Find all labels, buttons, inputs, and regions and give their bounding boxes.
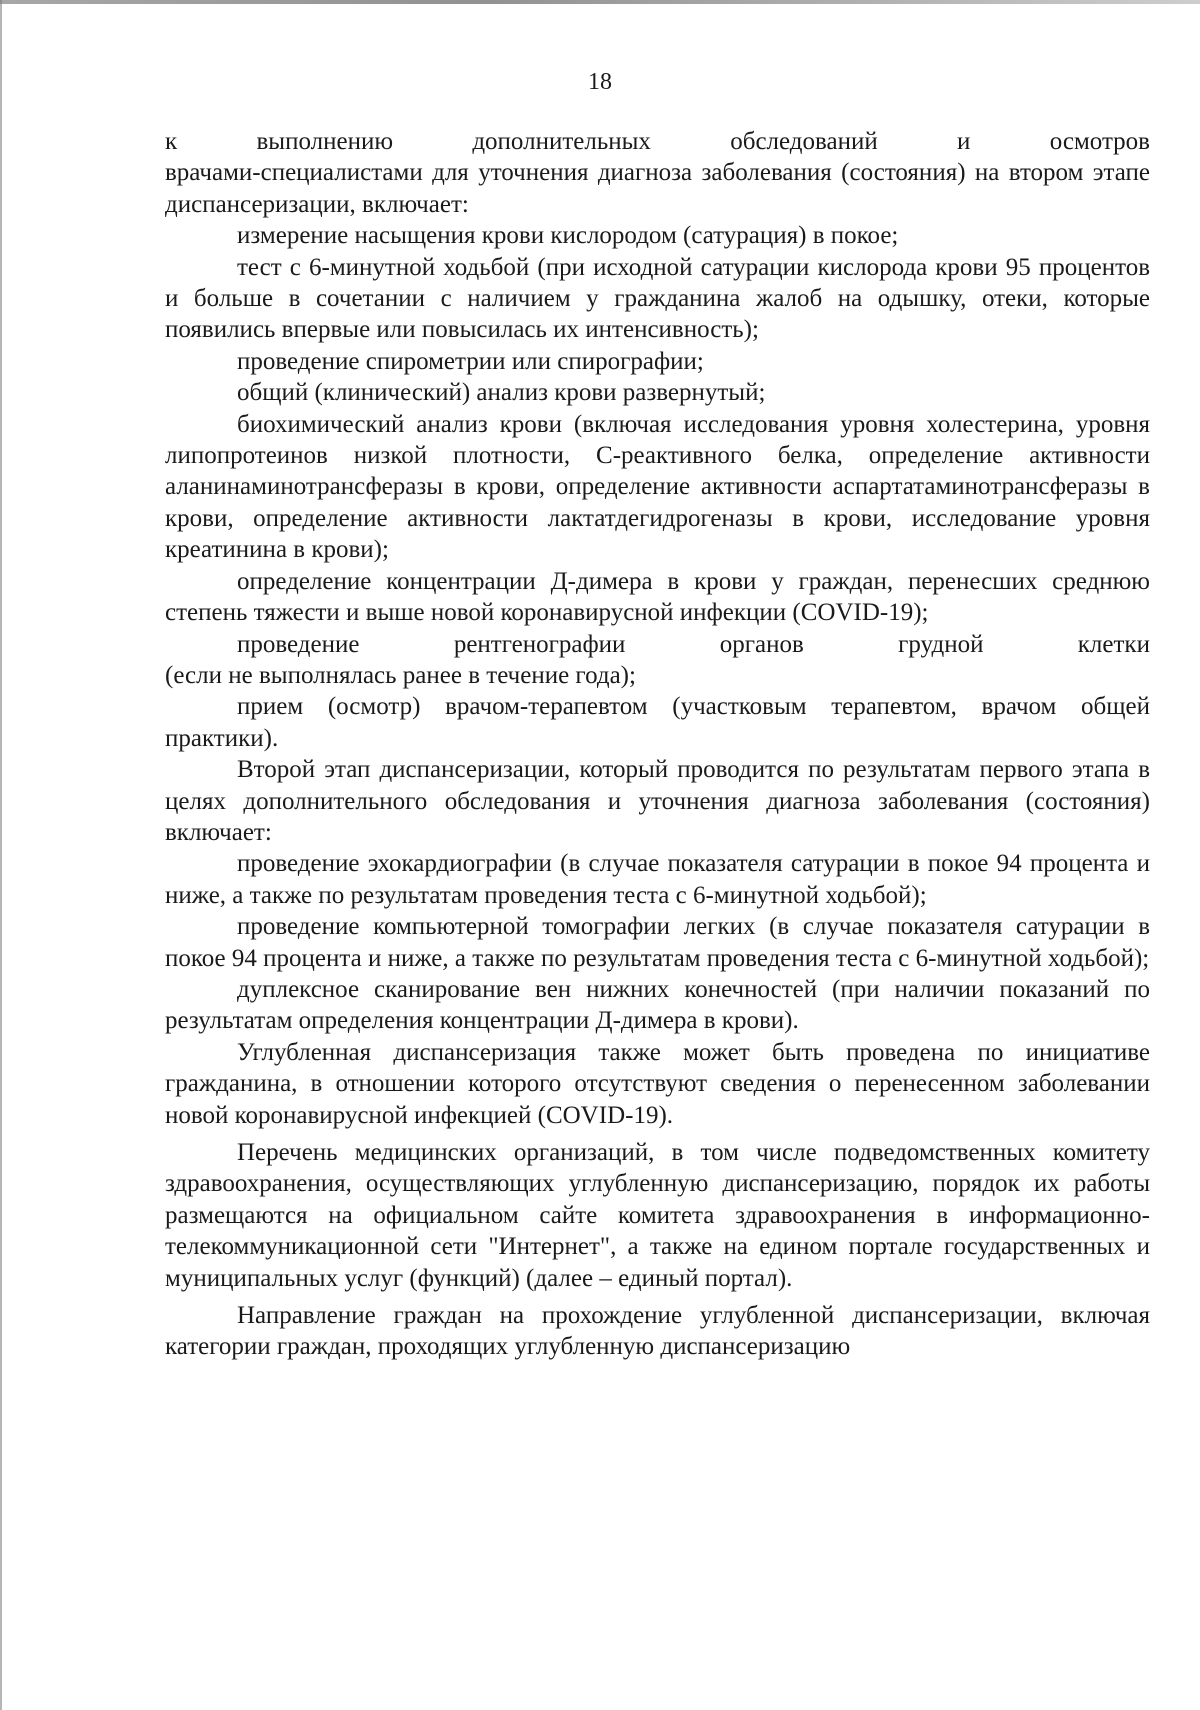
word: клетки [1077, 630, 1150, 658]
paragraph-second-stage: Второй этап диспансеризации, который проводится по результатам первого этапа в целях дополнительного обследования и уточнения диагноза заболевания (состояния) включает: [165, 756, 1150, 846]
intro-first-line [165, 126, 1150, 157]
paragraph-ct-scan: проведение компьютерной томографии легких (в случае показателя сатурации в покое 94 процента и ниже, а также по результатам проведения теста с 6-минутной ходьбой); [165, 913, 1150, 972]
paragraph-d-dimer: определение концентрации Д-димера в крови у граждан, перенесших среднюю степень тяжести и выше новой коронавирусной инфекции (COVID-19); [165, 567, 1150, 627]
word: выполнению [256, 128, 394, 155]
paragraph-saturation: измерение насыщения крови кислородом (сатурация) в покое; [237, 222, 899, 250]
paragraph-walk-test: тест с 6-минутной ходьбой (при исходной сатурации кислорода крови 95 процентов и больше в сочетании с наличием у гражданина жалоб на одышку, отеки, которые появились впервые или повысилась их интенсивность); [165, 253, 1150, 344]
paragraph-blood-test: общий (клинический) анализ крови развернутый; [237, 379, 766, 407]
paragraph-echocardiography: проведение эхокардиографии (в случае показателя сатурации в покое 94 процента и ниже, а также по результатам проведения теста с 6-минутной ходьбой); [165, 850, 1150, 909]
intro-continuation: врачами-специалистами для уточнения диагноза заболевания (состояния) на втором этапе диспансеризации, включает: [165, 159, 1150, 218]
xray-first-line [165, 629, 1150, 660]
word: грудной [898, 630, 984, 658]
paragraph-therapist: прием (осмотр) врачом-терапевтом (участковым терапевтом, врачом общей практики). [165, 693, 1150, 752]
word: обследований [730, 128, 878, 155]
paragraph-referral: Направление граждан на прохождение углубленной диспансеризации, включая категории граждан, проходящих углубленную диспансеризацию [165, 1302, 1150, 1361]
paragraph-organizations-list: Перечень медицинских организаций, в том числе подведомственных комитету здравоохранения, осуществляющих углубленную диспансеризацию, порядок их работы размещаются на официальном сайте комитета здравоохранения в информационно-телекоммуникационной сети "Интернет", а также на едином портале государственных и муниципальных услуг (функций) (далее – единый портал). [165, 1139, 1150, 1292]
word: осмотров [1049, 128, 1150, 155]
word: органов [719, 630, 804, 658]
word: проведение [237, 630, 360, 658]
xray-continuation: (если не выполнялась ранее в течение года); [165, 661, 636, 689]
paragraph-duplex-scan: дуплексное сканирование вен нижних конечностей (при наличии показаний по результатам определения концентрации Д-димера в крови). [165, 975, 1150, 1035]
paragraph-xray [165, 629, 1150, 692]
word: и [957, 128, 971, 155]
paragraph-initiative: Углубленная диспансеризация также может быть проведена по инициативе гражданина, в отношении которого отсутствуют сведения о перенесенном заболевании новой коронавирусной инфекцией (COVID-19). [165, 1038, 1150, 1129]
scan-top-edge [0, 0, 1200, 4]
paragraph-spirometry: проведение спирометрии или спирографии; [237, 347, 704, 375]
word: дополнительных [472, 128, 651, 155]
paragraph-biochemistry: биохимический анализ крови (включая исследования уровня холестерина, уровня липопротеинов низкой плотности, С-реактивного белка, определение активности аланинаминотрансферазы в крови, определение активности аспартатаминотрансферазы в крови, определение активности лактатдегидрогеназы в крови, исследование уровня креатинина в крови); [165, 410, 1150, 564]
word: к [165, 128, 178, 155]
page-number: 18 [588, 69, 612, 95]
document-body [165, 126, 1150, 1363]
scan-left-edge [0, 0, 2, 1710]
paragraph-intro [165, 126, 1150, 220]
word: рентгенографии [453, 630, 626, 658]
